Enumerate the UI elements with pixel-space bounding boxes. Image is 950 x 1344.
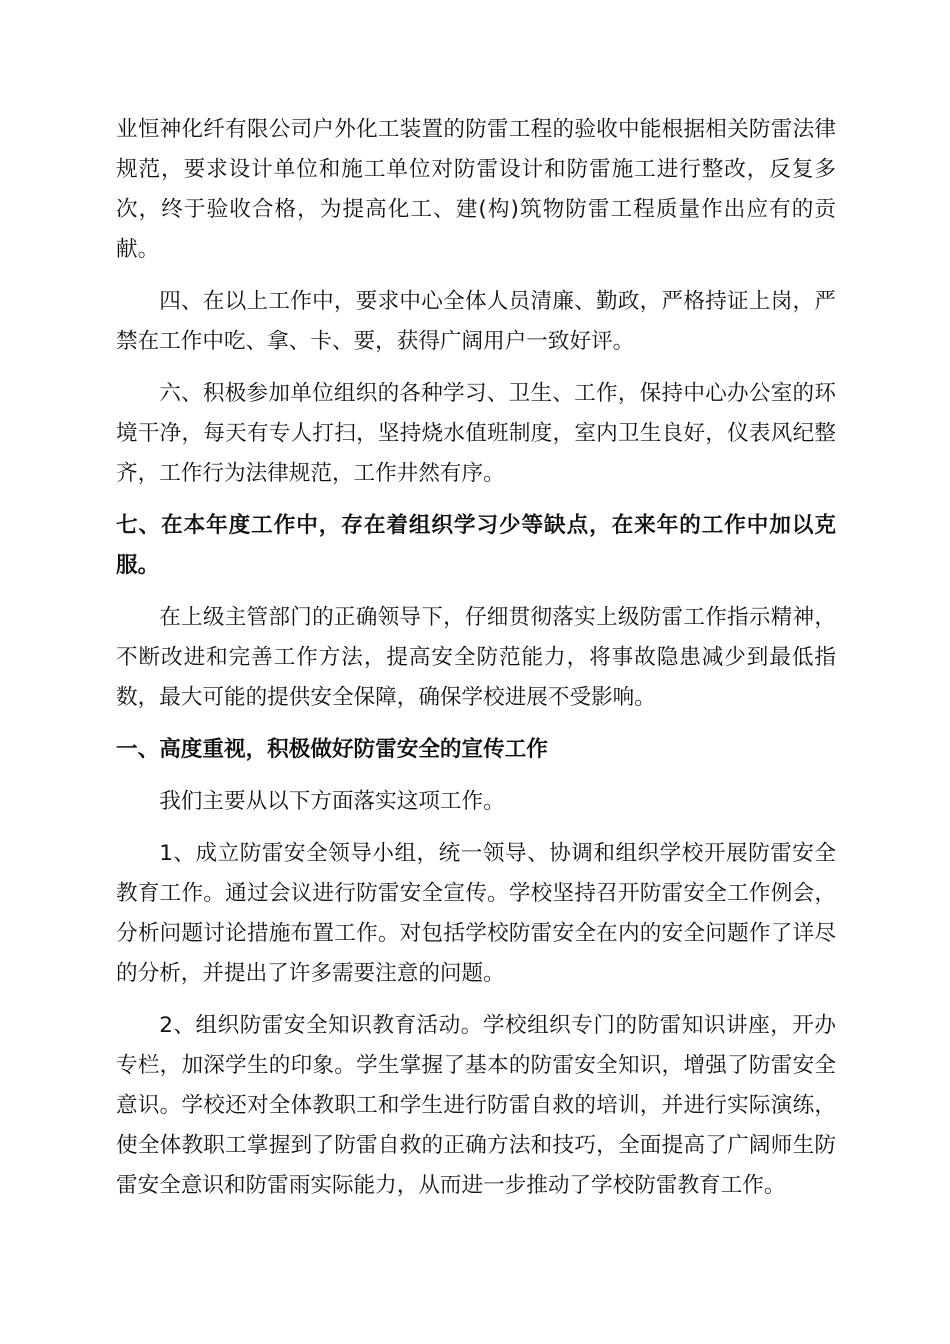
paragraph-item-six: 六、积极参加单位组织的各种学习、卫生、工作，保持中心办公室的环境干净，每天有专人打扫，坚持烧水值班制度，室内卫生良好，仪表风纪整齐，工作行为法律规范，工作井然有序。 <box>116 381 836 486</box>
paragraph-item-four: 四、在以上工作中，要求中心全体人员清廉、勤政，严格持证上岗，严禁在工作中吃、拿、卡、要，获得广阔用户一致好评。 <box>116 289 836 354</box>
document-body <box>116 110 836 1218</box>
paragraph-continuation: 业恒神化纤有限公司户外化工装置的防雷工程的验收中能根据相关防雷法律规范，要求设计单位和施工单位对防雷设计和防雷施工进行整改，反复多次，终于验收合格，为提高化工、建(构)筑物防雷工程质量作出应有的贡献。 <box>116 117 836 262</box>
paragraph-point-two: 2、组织防雷安全知识教育活动。学校组织专门的防雷知识讲座，开办专栏，加深学生的印象。学生掌握了基本的防雷安全知识，增强了防雷安全意识。学校还对全体教职工和学生进行防雷自救的培训，并进行实际演练，使全体教职工掌握到了防雷自救的正确方法和技巧，全面提高了广阔师生防雷安全意识和防雷雨实际能力，从而进一步推动了学校防雷教育工作。 <box>116 1013 836 1198</box>
section-heading-one: 一、高度重视，积极做好防雷安全的宣传工作 <box>116 737 548 762</box>
paragraph-point-one: 1、成立防雷安全领导小组，统一领导、协调和组织学校开展防雷安全教育工作。通过会议进行防雷安全宣传。学校坚持召开防雷安全工作例会，分析问题讨论措施布置工作。对包括学校防雷安全在内的安全问题作了详尽的分析，并提出了许多需要注意的问题。 <box>116 841 836 986</box>
paragraph-lead: 我们主要从以下方面落实这项工作。 <box>159 789 505 814</box>
paragraph-intro: 在上级主管部门的正确领导下，仔细贯彻落实上级防雷工作指示精神，不断改进和完善工作方法，提高安全防范能力，将事故隐患减少到最低指数，最大可能的提供安全保障，确保学校进展不受影响。 <box>116 605 836 710</box>
heading-item-seven: 七、在本年度工作中，存在着组织学习少等缺点，在来年的工作中加以克服。 <box>116 513 836 578</box>
